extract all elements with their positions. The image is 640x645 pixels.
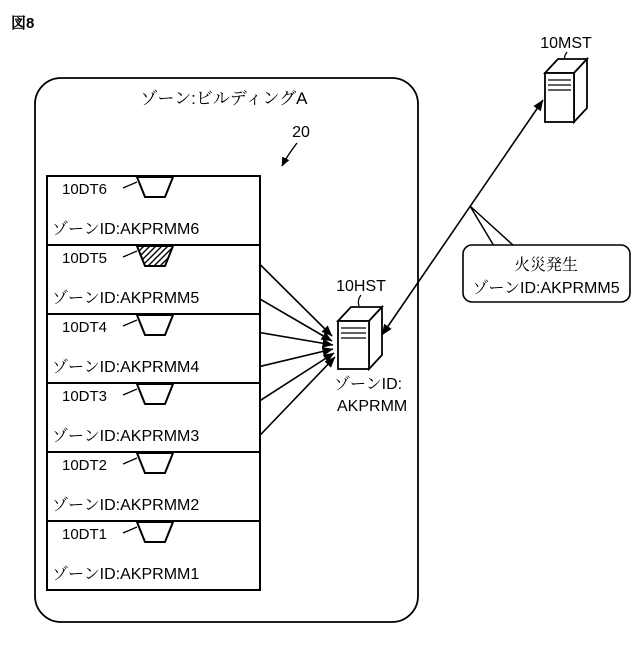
fire-alert-callout	[463, 245, 630, 302]
detector-zone-id: ゾーンID:AKPRMM4	[52, 359, 200, 376]
detector-label: 10DT2	[62, 457, 108, 474]
host-server-label: 10HST	[336, 278, 386, 295]
master-server-label: 10MST	[540, 35, 592, 52]
detector-zone-id: ゾーンID:AKPRMM1	[52, 566, 200, 583]
detector-zone-id: ゾーンID:AKPRMM5	[52, 290, 200, 307]
detector-label: 10DT4	[62, 319, 108, 336]
detector-zone-id: ゾーンID:AKPRMM6	[52, 221, 200, 238]
host-zone-id-line1: ゾーンID:	[334, 376, 403, 393]
master-server	[540, 35, 592, 122]
detector-zone-id: ゾーンID:AKPRMM2	[52, 497, 200, 514]
detector-label: 10DT3	[62, 388, 108, 405]
callout-text-line1: 火災発生	[513, 257, 579, 274]
host-zone-id-line2: AKPRMM	[337, 398, 408, 415]
table-ref-number: 20	[292, 124, 310, 141]
detector-zone-id: ゾーンID:AKPRMM3	[52, 428, 200, 445]
server-icon	[545, 59, 587, 122]
detector-table	[47, 176, 260, 590]
figure-number: 図8	[11, 15, 35, 32]
detector-label: 10DT5	[62, 250, 108, 267]
building-zone-title: ゾーン:ビルディングA	[140, 89, 308, 108]
callout-tail	[470, 206, 514, 246]
detector-label: 10DT6	[62, 181, 108, 198]
detector-label: 10DT1	[62, 526, 108, 543]
callout-text-line2: ゾーンID:AKPRMM5	[472, 280, 620, 297]
server-icon	[338, 307, 382, 369]
